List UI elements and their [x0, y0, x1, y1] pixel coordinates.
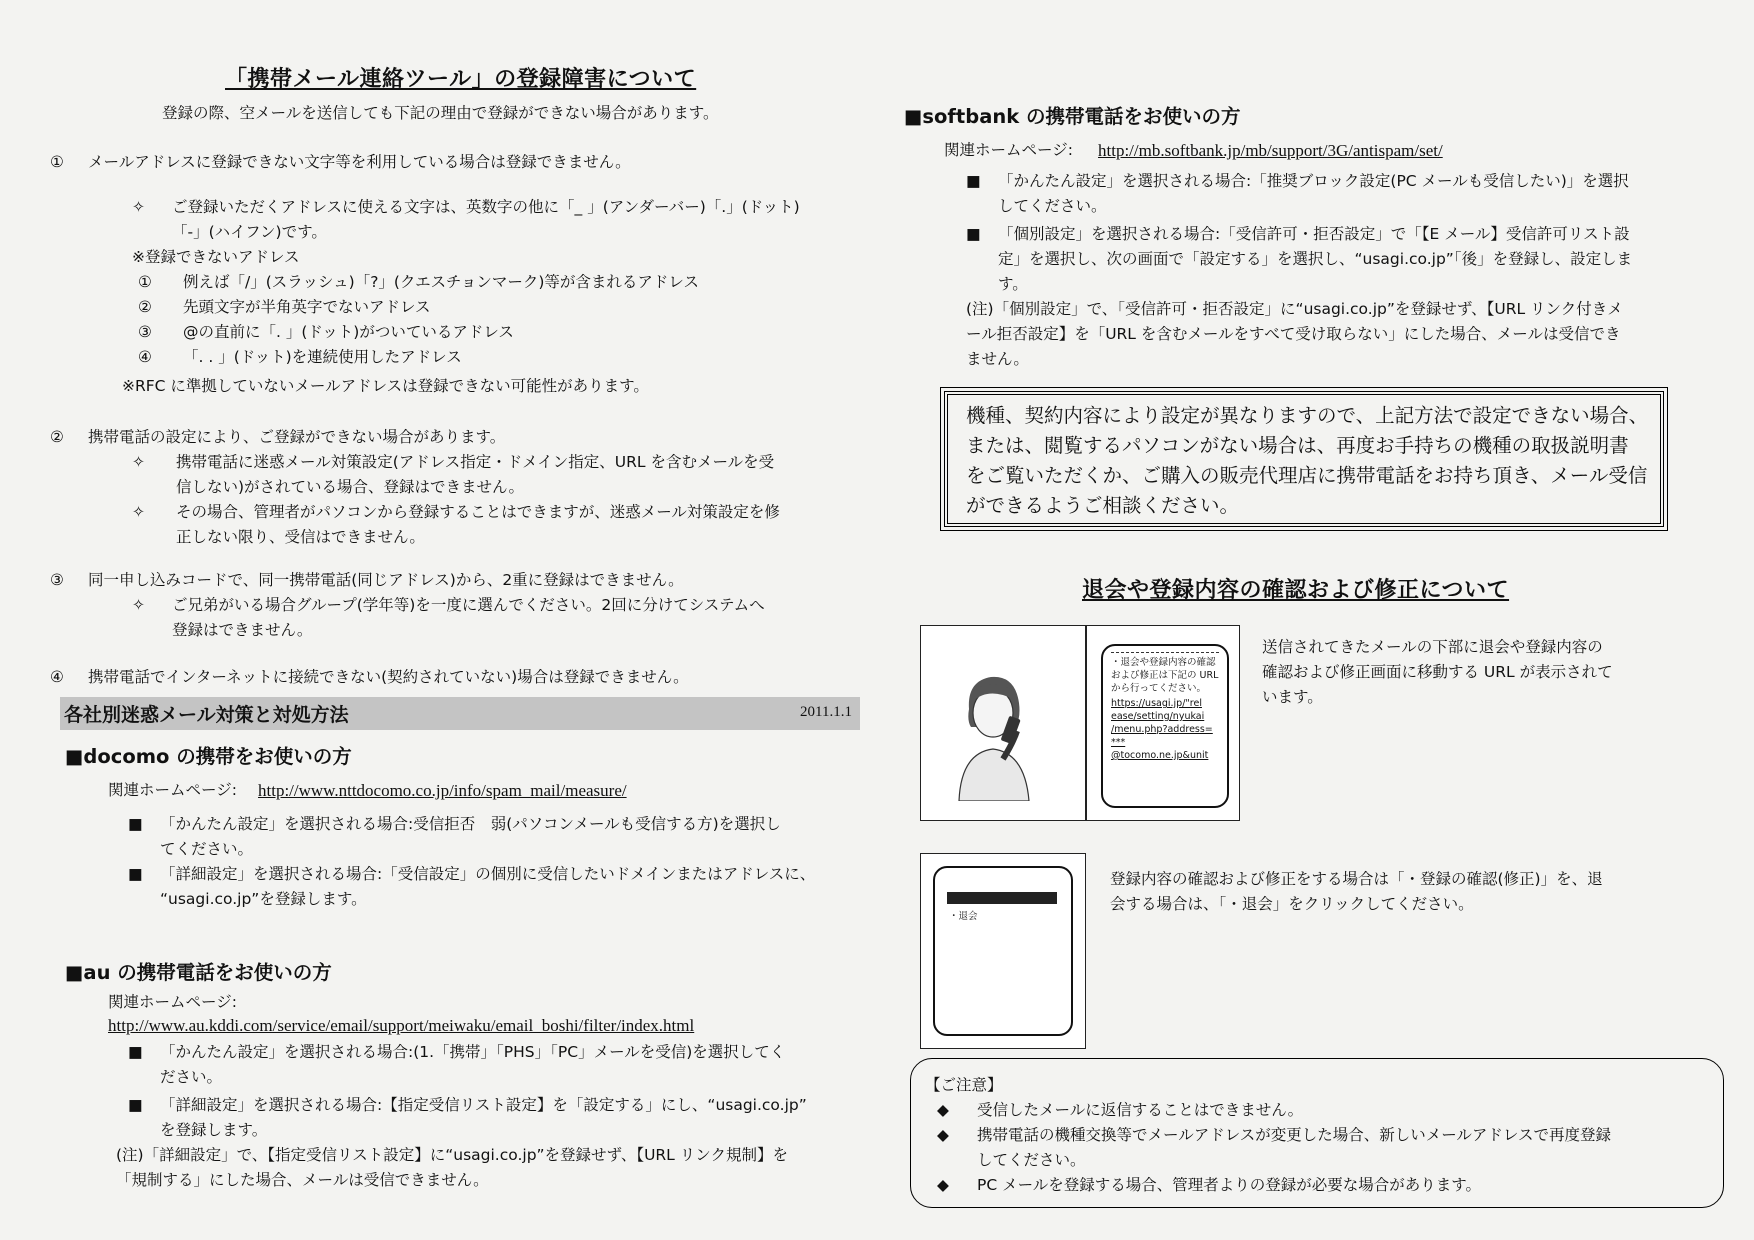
softbank-easy-setting-line-1: 「かんたん設定」を選択される場合:「推奨ブロック設定(PC メールも受信したい)」を選択 [998, 172, 1629, 190]
withdraw-desc-1-line-1: 送信されてきたメールの下部に退会や登録内容の [1262, 638, 1603, 656]
notice-line-3: をご覧いただくか、ご購入の販売代理店に携帯電話をお持ち頂き、メール受信 [966, 464, 1648, 487]
docomo-heading: ■docomo の携帯をお使いの方 [65, 745, 352, 768]
not-allowed-item-number: ① [138, 273, 152, 291]
softbank-individual-setting-line-2: 定」を選択し、次の画面で「設定する」を選択し、“usagi.co.jp”「後」を登録し、設定しま [998, 250, 1633, 268]
person-with-phone-icon [941, 661, 1051, 801]
phone-url-line-2[interactable]: ease/setting/nyukai [1111, 711, 1205, 722]
phone-url-line-5[interactable]: @tocomo.ne.jp&unit [1111, 750, 1209, 761]
admin-register-line-1: その場合、管理者がパソコンから登録することはできますが、迷惑メール対策設定を修 [176, 503, 780, 521]
docomo-detail-setting-line-1: 「詳細設定」を選択される場合:「受信設定」の個別に受信したいドメインまたはアドレスに、 [160, 865, 816, 883]
softbank-note-line-2: ール拒否設定】を「URL を含むメールをすべて受け取らない」にした場合、メールは受信でき [966, 325, 1621, 343]
withdraw-desc-1-line-2: 確認および修正画面に移動する URL が表示されて [1262, 663, 1613, 681]
docomo-easy-setting-line-2: てください。 [160, 840, 254, 858]
withdraw-desc-2-line-1: 登録内容の確認および修正をする場合は「・登録の確認(修正)」を、退 [1110, 870, 1603, 888]
diamond-solid-icon: ◆ [937, 1126, 949, 1144]
caution-item: ◆ 携帯電話の機種交換等でメールアドレスが変更した場合、新しいメールアドレスで再度登録 [925, 1123, 1709, 1148]
page-title: 「携帯メール連絡ツール」の登録障害について [225, 67, 697, 92]
au-note-line-2: 「規制する」にした場合、メールは受信できません。 [116, 1171, 489, 1189]
caution-heading: 【ご注意】 [925, 1076, 1003, 1094]
docomo-link-label: 関連ホームページ: [108, 781, 237, 799]
section-4-text: 携帯電話でインターネットに接続できない(契約されていない)場合は登録できません。 [88, 668, 689, 686]
phone-screen-enlarged [1101, 644, 1229, 808]
rfc-note: ※RFC に準拠していないメールアドレスは登録できない可能性があります。 [122, 377, 649, 395]
au-link[interactable]: http://www.au.kddi.com/service/email/support/meiwaku/email_boshi/filter/index.html [108, 1016, 695, 1035]
softbank-individual-setting-line-3: す。 [998, 275, 1028, 293]
diamond-solid-icon: ◆ [937, 1176, 949, 1194]
menu-highlight-bar [947, 892, 1057, 904]
softbank-individual-setting-line-1: 「個別設定」を選択される場合:「受信許可・拒否設定」で「【E メール】受信許可リスト設 [998, 225, 1630, 243]
diamond-bullet-icon: ✧ [132, 503, 145, 521]
softbank-easy-setting-line-2: してください。 [998, 197, 1107, 215]
square-bullet-icon: ■ [128, 1096, 143, 1114]
intro-text: 登録の際、空メールを送信しても下記の理由で登録ができない場合があります。 [162, 104, 719, 122]
au-detail-setting-line-2: を登録します。 [160, 1121, 268, 1139]
softbank-link[interactable]: http://mb.softbank.jp/mb/support/3G/antispam/set/ [1098, 141, 1443, 160]
softbank-heading: ■softbank の携帯電話をお使いの方 [904, 105, 1241, 128]
allowed-chars-line-2: 「-」(ハイフン)です。 [172, 223, 327, 241]
section-4-number: ④ [50, 668, 64, 686]
caution-box [910, 1058, 1724, 1208]
phone-url-line-4[interactable]: *** [1111, 737, 1126, 748]
softbank-note-line-1: (注)「個別設定」で、「受信許可・拒否設定」に“usagi.co.jp”を登録せず、【URL リンク付きメ [966, 300, 1623, 318]
siblings-line-2: 登録はできません。 [172, 621, 313, 639]
not-allowed-item: @の直前に「. 」(ドット)がついているアドレス [183, 323, 514, 341]
notice-line-2: または、閲覧するパソコンがない場合は、再度お手持ちの機種の取扱説明書 [966, 434, 1629, 457]
not-allowed-item-number: ② [138, 298, 152, 316]
email-illustration [920, 625, 1240, 821]
au-easy-setting-line-2: ださい。 [160, 1068, 223, 1086]
square-bullet-icon: ■ [966, 225, 981, 243]
carrier-section-bar [60, 697, 860, 730]
figure-divider [1085, 626, 1087, 820]
square-bullet-icon: ■ [128, 1043, 143, 1061]
square-bullet-icon: ■ [128, 865, 143, 883]
caution-item: ◆ 受信したメールに返信することはできません。 [925, 1098, 1709, 1123]
notice-line-4: ができるようご相談ください。 [966, 494, 1240, 517]
docomo-detail-setting-line-2: “usagi.co.jp”を登録します。 [160, 890, 367, 908]
diamond-bullet-icon: ✧ [132, 453, 145, 471]
diamond-solid-icon: ◆ [937, 1101, 949, 1119]
not-allowed-item: 「. . 」(ドット)を連続使用したアドレス [183, 348, 462, 366]
menu-item-withdraw[interactable]: ・退会 [949, 911, 978, 922]
docomo-easy-setting-line-1: 「かんたん設定」を選択される場合:受信拒否 弱(パソコンメールも受信する方)を選択し [160, 815, 781, 833]
not-allowed-item-number: ③ [138, 323, 152, 341]
phone-url-line-3[interactable]: /menu.php?address= [1111, 724, 1213, 735]
caution-item-continued: してください。 [977, 1151, 1086, 1169]
phone-url-line-1[interactable]: https://usagi.jp/"rel [1111, 698, 1202, 709]
withdraw-title: 退会や登録内容の確認および修正について [1082, 578, 1510, 603]
au-detail-setting-line-1: 「詳細設定」を選択される場合:【指定受信リスト設定】を「設定する」にし、“usagi.co.jp” [160, 1096, 807, 1114]
model-notice-box [944, 391, 1664, 527]
section-2-number: ② [50, 428, 64, 446]
square-bullet-icon: ■ [966, 172, 981, 190]
square-bullet-icon: ■ [128, 815, 143, 833]
siblings-line-1: ご兄弟がいる場合グループ(学年等)を一度に選んでください。2回に分けてシステムへ [172, 596, 765, 614]
not-allowed-item: 例えば「/」(スラッシュ)「?」(クエスチョンマーク)等が含まれるアドレス [183, 273, 699, 291]
phone-menu-screen [933, 866, 1073, 1036]
section-3-text: 同一申し込みコードで、同一携帯電話(同じアドレス)から、2重に登録はできません。 [88, 571, 684, 589]
not-allowed-item-number: ④ [138, 348, 152, 366]
au-heading: ■au の携帯電話をお使いの方 [65, 961, 332, 984]
section-3-number: ③ [50, 571, 64, 589]
allowed-chars-line-1: ご登録いただくアドレスに使える文字は、英数字の他に「_ 」(アンダーバー)「.」(ドット) [172, 198, 800, 216]
softbank-link-label: 関連ホームページ: [944, 141, 1073, 159]
docomo-link[interactable]: http://www.nttdocomo.co.jp/info/spam_mail/measure/ [258, 781, 627, 800]
diamond-bullet-icon: ✧ [132, 596, 145, 614]
au-link-label: 関連ホームページ: [108, 993, 237, 1011]
admin-register-line-2: 正しない限り、受信はできません。 [176, 528, 425, 546]
section-2-text: 携帯電話の設定により、ご登録ができない場合があります。 [88, 428, 506, 446]
withdraw-desc-2-line-2: 会する場合は、「・退会」をクリックしてください。 [1110, 895, 1474, 913]
carrier-section-title: 各社別迷惑メール対策と対処方法 [64, 704, 349, 726]
withdraw-desc-1-line-3: います。 [1262, 688, 1323, 706]
diamond-bullet-icon: ✧ [132, 198, 145, 216]
softbank-note-line-3: ません。 [966, 350, 1029, 368]
section-1-text: メールアドレスに登録できない文字等を利用している場合は登録できません。 [88, 153, 631, 171]
au-note-line-1: (注)「詳細設定」で、【指定受信リスト設定】に“usagi.co.jp”を登録せず、【URL リンク規制】を [116, 1146, 788, 1164]
caution-item: ◆ PC メールを登録する場合、管理者よりの登録が必要な場合があります。 [925, 1173, 1709, 1198]
not-allowed-item: 先頭文字が半角英字でないアドレス [183, 298, 431, 316]
phone-message-text: ・退会や登録内容の確認および修正は下記の URL から行ってください。 [1111, 657, 1219, 694]
not-allowed-heading: ※登録できないアドレス [132, 248, 300, 266]
spam-setting-line-2: 信しない)がされている場合、登録はできません。 [176, 478, 524, 496]
spam-setting-line-1: 携帯電話に迷惑メール対策設定(アドレス指定・ドメイン指定、URL を含むメールを受 [176, 453, 775, 471]
au-easy-setting-line-1: 「かんたん設定」を選択される場合:(1.「携帯」「PHS」「PC」メールを受信)を選択してく [160, 1043, 786, 1061]
document-date: 2011.1.1 [800, 704, 852, 720]
screen-divider [1111, 652, 1219, 653]
section-1-number: ① [50, 153, 64, 171]
menu-illustration [920, 853, 1086, 1049]
notice-line-1: 機種、契約内容により設定が異なりますので、上記方法で設定できない場合、 [966, 404, 1649, 427]
